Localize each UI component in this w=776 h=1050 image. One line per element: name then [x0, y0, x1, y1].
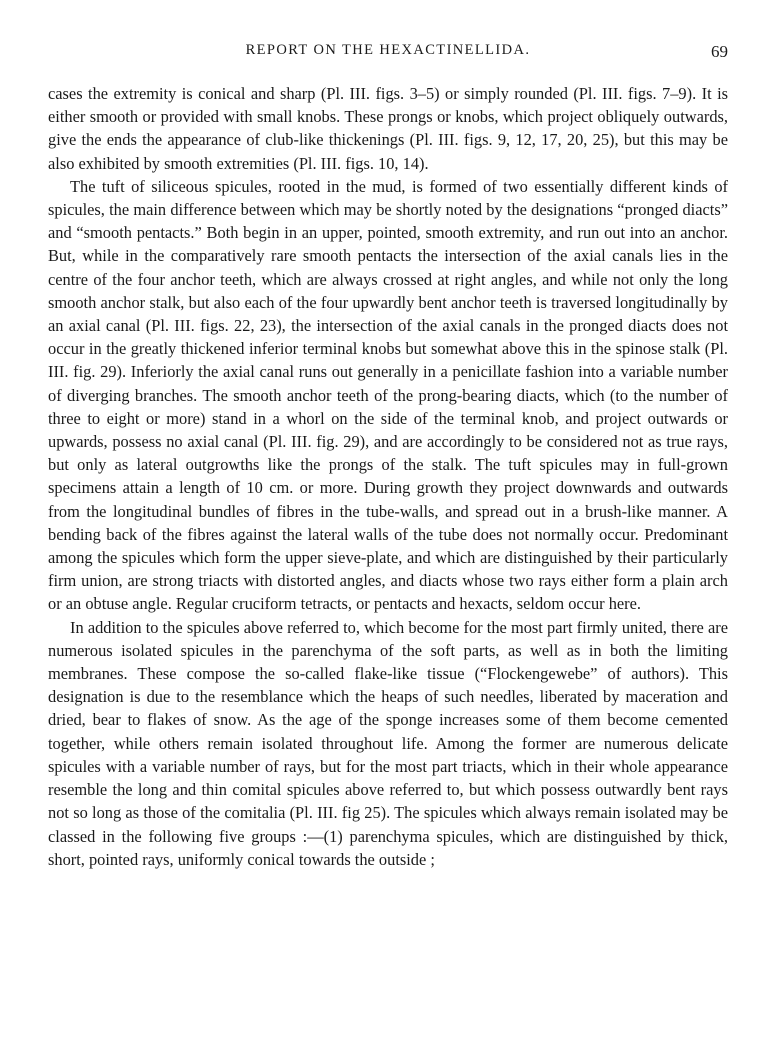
- page-header: [48, 42, 728, 66]
- body-text: [48, 82, 728, 871]
- page-number: 69: [711, 42, 728, 61]
- paragraph-continued: cases the extremity is conical and sharp (Pl. III. figs. 3–5) or simply rounded (Pl. III. figs. 7–9). It is either smooth or provided with small knobs. These prongs or knobs, which project obliquely outwards, give the ends the appearance of club-like thickenings (Pl. III. figs. 9, 12, 17, 20, 25), but this may be also exhibited by smooth extremities (Pl. III. figs. 10, 14).: [48, 84, 728, 173]
- paragraph-isolated-spicules: In addition to the spicules above referred to, which become for the most part firmly united, there are numerous isolated spicules in the parenchyma of the soft parts, as well as in both the limiting membranes. These compose the so-called flake-like tissue (“Flockengewebe” of authors). This designation is due to the resemblance which the heaps of such needles, liberated by maceration and dried, bear to flakes of snow. As the age of the sponge increases some of them become cemented together, while others remain isolated throughout life. Among the former are numerous delicate spicules with a variable number of rays, but for the most part triacts, which in their whole appearance resemble the long and thin comital spicules above referred to, but which possess outwardly bent rays not so long as those of the comitalia (Pl. III. fig 25). The spicules which always remain isolated may be classed in the following five groups :—(1) parenchyma spicules, which are distinguished by thick, short, pointed rays, uniformly conical towards the outside ;: [48, 617, 728, 869]
- paragraph-tuft-spicules: The tuft of siliceous spicules, rooted in the mud, is formed of two essentially different kinds of spicules, the main difference between which may be shortly noted by the designations “pronged diacts” and “smooth pentacts.” Both begin in an upper, pointed, smooth extremity, and run out into an anchor. But, while in the comparatively rare smooth pentacts the intersection of the axial canals lies in the centre of the four anchor teeth, which are always crossed at right angles, and while not only the long smooth anchor stalk, but also each of the four upwardly bent anchor teeth is traversed longitudinally by an axial canal (Pl. III. figs. 22, 23), the intersection of the axial canals in the pronged diacts does not occur in the greatly thickened inferior terminal knobs but somewhat above this in the spinose stalk (Pl. III. fig. 29). Inferiorly the axial canal runs out generally in a penicillate fashion into a variable number of diverging branches. The smooth anchor teeth of the prong-bearing diacts, which (to the number of three to eight or more) stand in a whorl on the side of the terminal knob, and project outwards or upwards, possess no axial canal (Pl. III. fig. 29), and are accordingly to be considered not as true rays, but only as lateral outgrowths like the prongs of the stalk. The tuft spicules may in full-grown specimens attain a length of 10 cm. or more. During growth they project downwards and outwards from the longitudinal bundles of fibres in the tube-walls, and spread out in a brush-like manner. A bending back of the fibres against the lateral walls of the tube does not normally occur. Predominant among the spicules which form the upper sieve-plate, and which are distinguished by their particularly firm union, are strong triacts with distorted angles, and diacts whose two rays either form a plain arch or an obtuse angle. Regular cruciform tetracts, or pentacts and hexacts, seldom occur here.: [48, 176, 728, 614]
- running-title: REPORT ON THE HEXACTINELLIDA.: [245, 42, 531, 58]
